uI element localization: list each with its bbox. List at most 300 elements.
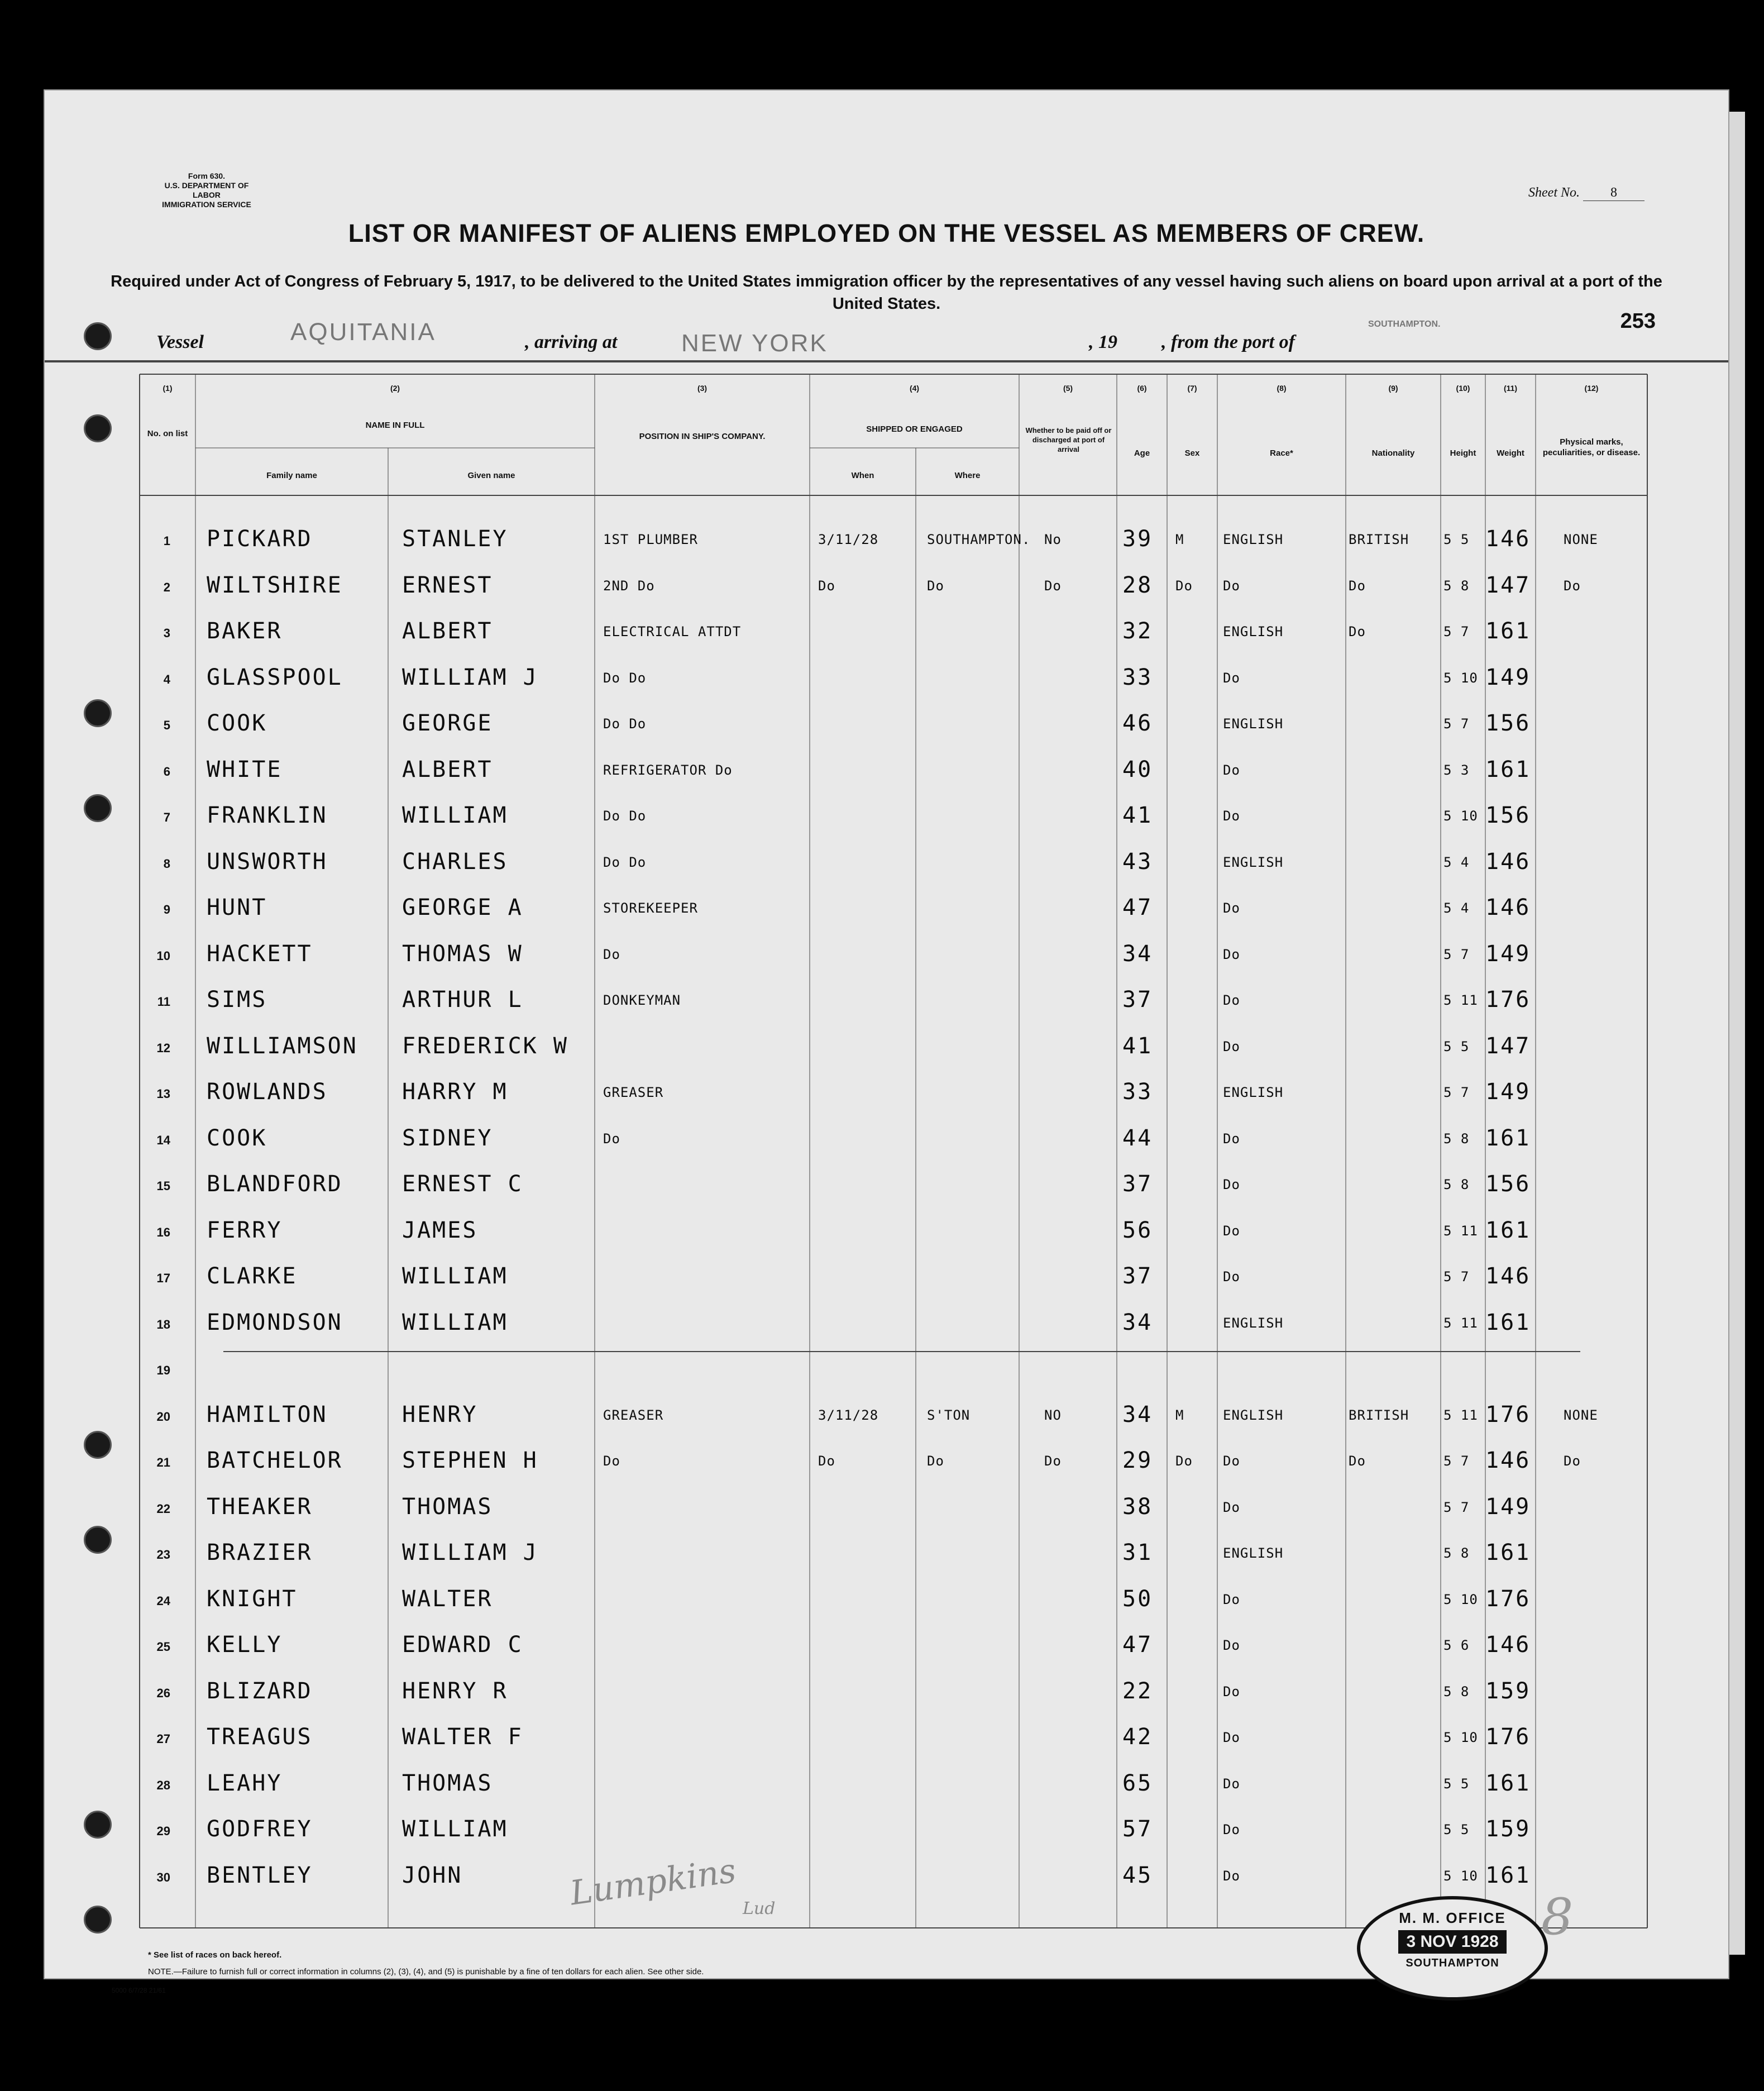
row-age: 38 <box>1122 1493 1153 1520</box>
row-weight: 161 <box>1485 618 1531 644</box>
col-header-race: Race* <box>1270 448 1293 458</box>
row-number: 1 <box>163 534 170 548</box>
signature-note: Lud <box>743 1899 776 1918</box>
row-age: 33 <box>1122 1079 1153 1105</box>
row-race: Do <box>1223 1822 1240 1837</box>
row-weight: 146 <box>1485 895 1531 920</box>
punch-hole-icon <box>84 794 112 822</box>
row-number: 24 <box>156 1593 170 1608</box>
row-family-name: WHITE <box>207 756 283 782</box>
row-given-name: JOHN <box>402 1862 463 1888</box>
row-sex: M <box>1175 532 1184 547</box>
row-family-name: BLIZARD <box>207 1678 313 1704</box>
row-given-name: ALBERT <box>402 756 493 782</box>
row-number: 19 <box>156 1363 170 1377</box>
row-weight: 149 <box>1485 941 1531 967</box>
row-number: 29 <box>156 1824 170 1838</box>
department: U.S. DEPARTMENT OF LABOR <box>164 181 249 199</box>
row-sex: Do <box>1175 1453 1193 1469</box>
row-race: Do <box>1223 1177 1240 1192</box>
row-position: STOREKEEPER <box>603 900 698 916</box>
row-family-name: BENTLEY <box>207 1862 313 1888</box>
col-num-12: (12) <box>1584 384 1599 393</box>
row-age: 33 <box>1122 664 1153 690</box>
row-given-name: ERNEST <box>402 572 493 598</box>
row-sex: M <box>1175 1407 1184 1423</box>
row-age: 37 <box>1122 1171 1153 1197</box>
row-number: 10 <box>156 948 170 963</box>
penalty-footnote: NOTE.—Failure to furnish full or correct information in columns (2), (3), (4), and (5) is punishable by a fine of ten dollars for each alien. See other side. <box>148 1967 704 1977</box>
row-position: 2ND Do <box>603 577 655 594</box>
row-nationality: Do <box>1349 624 1366 639</box>
col-num-1: (1) <box>162 384 173 393</box>
row-number: 3 <box>163 626 170 640</box>
row-age: 44 <box>1122 1125 1153 1151</box>
page-title: LIST OR MANIFEST OF ALIENS EMPLOYED ON THE VESSEL AS MEMBERS OF CREW. <box>348 219 1425 247</box>
row-race: Do <box>1223 992 1240 1008</box>
vessel-name: AQUITANIA <box>290 318 436 346</box>
sheet-edge <box>1727 112 1745 1955</box>
row-race: Do <box>1223 1775 1240 1792</box>
margin-mark: 8 <box>1541 1888 1574 1946</box>
col-header-age: Age <box>1134 448 1150 458</box>
row-age: 34 <box>1122 941 1153 967</box>
row-position: GREASER <box>603 1407 664 1423</box>
row-given-name: EDWARD C <box>402 1632 523 1658</box>
row-race: Do <box>1223 670 1240 686</box>
row-race: Do <box>1223 762 1240 778</box>
row-given-name: WILLIAM J <box>402 664 538 690</box>
row-family-name: KELLY <box>207 1632 283 1658</box>
row-race: ENGLISH <box>1223 1315 1284 1331</box>
col-num-8: (8) <box>1277 384 1287 393</box>
office-stamp <box>1357 1896 1548 2001</box>
col-header-name: NAME IN FULL <box>365 421 425 430</box>
row-paid-off: Do <box>1044 1453 1062 1469</box>
row-where: Do <box>927 1453 944 1469</box>
row-when: 3/11/28 <box>818 532 879 547</box>
row-family-name: SIMS <box>207 987 267 1013</box>
row-sex: Do <box>1175 577 1193 594</box>
row-age: 31 <box>1122 1540 1153 1565</box>
row-race: Do <box>1223 1591 1240 1607</box>
row-number: 5 <box>163 718 170 732</box>
col-header-sex: Sex <box>1184 448 1200 458</box>
row-height: 5 10 <box>1443 670 1478 686</box>
row-height: 5 10 <box>1443 1730 1478 1745</box>
row-weight: 161 <box>1485 1125 1531 1151</box>
row-weight: 156 <box>1485 710 1531 736</box>
row-age: 34 <box>1122 1309 1153 1335</box>
row-race: ENGLISH <box>1223 854 1284 870</box>
row-family-name: COOK <box>207 1125 267 1151</box>
col-header-weight: Weight <box>1497 448 1524 458</box>
row-number: 18 <box>156 1317 170 1331</box>
row-family-name: HAMILTON <box>207 1401 328 1428</box>
row-given-name: HENRY <box>402 1401 478 1428</box>
row-number: 6 <box>163 764 170 779</box>
row-given-name: THOMAS <box>402 1770 493 1796</box>
row-number: 25 <box>156 1640 170 1654</box>
row-family-name: FERRY <box>207 1217 283 1243</box>
row-weight: 147 <box>1485 572 1531 598</box>
row-given-name: HENRY R <box>402 1678 508 1704</box>
row-number: 17 <box>156 1271 170 1285</box>
row-family-name: TREAGUS <box>207 1724 313 1750</box>
service: IMMIGRATION SERVICE <box>162 200 251 209</box>
row-height: 5 3 <box>1443 762 1470 778</box>
row-weight: 161 <box>1485 1862 1531 1888</box>
row-number: 16 <box>156 1225 170 1239</box>
row-weight: 176 <box>1485 1724 1531 1750</box>
row-paid-off: NO <box>1044 1407 1062 1423</box>
row-weight: 159 <box>1485 1816 1531 1842</box>
row-family-name: BATCHELOR <box>207 1448 343 1473</box>
row-height: 5 7 <box>1443 716 1470 732</box>
row-height: 5 6 <box>1443 1638 1470 1653</box>
row-number: 20 <box>156 1409 170 1424</box>
row-age: 45 <box>1122 1862 1153 1888</box>
row-where: S'TON <box>927 1407 971 1423</box>
row-family-name: PICKARD <box>207 526 313 552</box>
row-age: 47 <box>1122 1632 1153 1658</box>
row-race: Do <box>1223 1499 1240 1515</box>
row-weight: 176 <box>1485 987 1531 1013</box>
row-family-name: KNIGHT <box>207 1586 298 1612</box>
col-header-position: POSITION IN SHIP'S COMPANY. <box>639 432 766 441</box>
row-given-name: GEORGE <box>402 710 493 736</box>
row-age: 47 <box>1122 895 1153 920</box>
arriving-label: , arriving at <box>525 332 618 352</box>
row-nationality: BRITISH <box>1349 1407 1409 1423</box>
punch-hole-icon <box>84 1526 112 1554</box>
row-height: 5 10 <box>1443 1868 1478 1884</box>
row-height: 5 7 <box>1443 1269 1470 1285</box>
row-weight: 156 <box>1485 803 1531 828</box>
row-position: Do Do <box>603 670 647 686</box>
row-weight: 149 <box>1485 1493 1531 1520</box>
row-given-name: STEPHEN H <box>402 1448 538 1473</box>
row-when: Do <box>818 577 835 594</box>
row-age: 57 <box>1122 1816 1153 1842</box>
row-age: 43 <box>1122 848 1153 875</box>
row-when: 3/11/28 <box>818 1407 879 1423</box>
row-nationality: BRITISH <box>1349 532 1409 547</box>
row-age: 32 <box>1122 618 1153 644</box>
row-age: 42 <box>1122 1724 1153 1750</box>
row-physical-marks: Do <box>1564 1453 1581 1469</box>
row-height: 5 7 <box>1443 624 1470 639</box>
manifest-sheet <box>44 89 1729 1994</box>
row-number: 27 <box>156 1732 170 1746</box>
row-given-name: JAMES <box>402 1217 478 1243</box>
row-position: DONKEYMAN <box>603 992 681 1008</box>
row-given-name: CHARLES <box>402 848 508 875</box>
row-age: 34 <box>1122 1401 1153 1428</box>
row-family-name: GLASSPOOL <box>207 664 343 690</box>
row-given-name: FREDERICK W <box>402 1033 568 1059</box>
col-num-9: (9) <box>1388 384 1398 393</box>
row-family-name: FRANKLIN <box>207 803 328 828</box>
arriving-port: NEW YORK <box>681 330 828 357</box>
stamp-office: M. M. OFFICE <box>1399 1909 1506 1926</box>
row-weight: 161 <box>1485 1770 1531 1796</box>
col-num-2: (2) <box>390 384 400 393</box>
row-age: 41 <box>1122 803 1153 828</box>
row-physical-marks: NONE <box>1564 532 1598 547</box>
row-height: 5 4 <box>1443 900 1470 916</box>
row-race: Do <box>1223 808 1240 824</box>
row-weight: 161 <box>1485 756 1531 782</box>
row-position: Do <box>603 1453 620 1469</box>
row-number: 22 <box>156 1501 170 1516</box>
row-race: Do <box>1223 1223 1240 1239</box>
vessel-label: Vessel <box>156 332 204 352</box>
row-paid-off: No <box>1044 532 1062 547</box>
row-height: 5 8 <box>1443 1545 1470 1561</box>
row-family-name: HUNT <box>207 895 267 920</box>
row-given-name: THOMAS W <box>402 941 523 967</box>
row-physical-marks: Do <box>1564 577 1581 594</box>
row-family-name: ROWLANDS <box>207 1079 328 1105</box>
row-height: 5 8 <box>1443 1683 1470 1699</box>
col-header-when: When <box>851 471 874 480</box>
row-given-name: GEORGE A <box>402 895 523 920</box>
row-race: ENGLISH <box>1223 1407 1284 1423</box>
col-header-physical: Physical marks, peculiarities, or disease. <box>1542 437 1641 457</box>
row-age: 29 <box>1122 1448 1153 1473</box>
from-port: SOUTHAMPTON. <box>1368 319 1441 329</box>
from-label: , from the port of <box>1161 332 1295 352</box>
row-family-name: BLANDFORD <box>207 1171 343 1197</box>
row-position: REFRIGERATOR Do <box>603 762 733 778</box>
row-age: 22 <box>1122 1678 1153 1704</box>
row-race: ENGLISH <box>1223 716 1284 732</box>
row-height: 5 11 <box>1443 1223 1478 1239</box>
row-when: Do <box>818 1453 835 1469</box>
row-race: ENGLISH <box>1223 1545 1284 1561</box>
col-num-10: (10) <box>1456 384 1470 393</box>
row-race: Do <box>1223 1130 1240 1147</box>
row-age: 37 <box>1122 1263 1153 1289</box>
row-given-name: WALTER <box>402 1586 493 1612</box>
row-number: 30 <box>156 1870 170 1884</box>
punch-hole-icon <box>84 1906 112 1934</box>
form-header <box>151 171 262 209</box>
row-race: ENGLISH <box>1223 1085 1284 1100</box>
punch-hole-icon <box>84 1811 112 1839</box>
punch-hole-icon <box>84 699 112 727</box>
row-race: Do <box>1223 1269 1240 1285</box>
row-race: Do <box>1223 577 1240 594</box>
row-height: 5 7 <box>1443 1499 1470 1515</box>
row-given-name: WILLIAM <box>402 803 508 828</box>
row-race: Do <box>1223 1638 1240 1653</box>
col-num-4: (4) <box>909 384 920 393</box>
row-height: 5 7 <box>1443 1453 1470 1469</box>
row-weight: 146 <box>1485 1448 1531 1473</box>
row-number: 2 <box>163 580 170 594</box>
row-given-name: WILLIAM <box>402 1816 508 1842</box>
row-race: Do <box>1223 946 1240 962</box>
row-family-name: CLARKE <box>207 1263 298 1289</box>
row-height: 5 8 <box>1443 577 1470 594</box>
row-weight: 156 <box>1485 1171 1531 1197</box>
row-nationality: Do <box>1349 1453 1366 1469</box>
row-given-name: HARRY M <box>402 1079 508 1105</box>
row-height: 5 10 <box>1443 1591 1478 1607</box>
row-age: 56 <box>1122 1217 1153 1243</box>
row-weight: 161 <box>1485 1309 1531 1335</box>
row-number: 8 <box>163 856 170 871</box>
row-age: 41 <box>1122 1033 1153 1059</box>
row-weight: 176 <box>1485 1401 1531 1428</box>
row-age: 65 <box>1122 1770 1153 1796</box>
row-height: 5 11 <box>1443 1407 1478 1423</box>
col-num-3: (3) <box>697 384 707 393</box>
row-weight: 146 <box>1485 1632 1531 1658</box>
row-nationality: Do <box>1349 577 1366 594</box>
sheet-number: Sheet No. 8 <box>1528 185 1645 201</box>
row-number: 23 <box>156 1548 170 1562</box>
page-number: 253 <box>1620 309 1656 333</box>
row-age: 46 <box>1122 710 1153 736</box>
row-given-name: STANLEY <box>402 526 508 552</box>
row-given-name: WILLIAM <box>402 1309 508 1335</box>
row-height: 5 10 <box>1443 808 1478 824</box>
row-race: Do <box>1223 1453 1240 1469</box>
row-family-name: UNSWORTH <box>207 848 328 875</box>
col-header-family: Family name <box>266 471 317 480</box>
row-where: SOUTHAMPTON. <box>927 532 1031 547</box>
punch-hole-icon <box>84 414 112 442</box>
col-header-paid: Whether to be paid off or discharged at port of arrival <box>1025 426 1112 453</box>
row-height: 5 7 <box>1443 1085 1470 1100</box>
row-height: 5 5 <box>1443 1775 1470 1792</box>
col-num-11: (11) <box>1503 384 1518 393</box>
row-weight: 161 <box>1485 1217 1531 1243</box>
row-weight: 146 <box>1485 1263 1531 1289</box>
row-weight: 159 <box>1485 1678 1531 1704</box>
col-num-6: (6) <box>1137 384 1147 393</box>
row-race: Do <box>1223 900 1240 916</box>
row-family-name: COOK <box>207 710 267 736</box>
row-height: 5 4 <box>1443 854 1470 870</box>
row-number: 12 <box>156 1040 170 1055</box>
row-age: 37 <box>1122 987 1153 1013</box>
row-weight: 146 <box>1485 526 1531 552</box>
row-given-name: ARTHUR L <box>402 987 523 1013</box>
row-given-name: WILLIAM <box>402 1263 508 1289</box>
row-height: 5 5 <box>1443 1038 1470 1054</box>
signature: Lumpkins <box>567 1851 739 1913</box>
row-weight: 149 <box>1485 1079 1531 1105</box>
row-height: 5 8 <box>1443 1177 1470 1192</box>
form-number: Form 630. <box>188 171 226 180</box>
col-num-5: (5) <box>1063 384 1073 393</box>
col-header-where: Where <box>954 471 981 480</box>
row-weight: 149 <box>1485 664 1531 690</box>
row-given-name: ALBERT <box>402 618 493 644</box>
row-number: 28 <box>156 1778 170 1792</box>
row-family-name: THEAKER <box>207 1493 313 1520</box>
row-position: Do <box>603 946 620 962</box>
row-race: ENGLISH <box>1223 532 1284 547</box>
row-position: Do Do <box>603 716 647 732</box>
races-footnote: * See list of races on back hereof. <box>148 1950 282 1960</box>
row-position: GREASER <box>603 1085 664 1100</box>
col-num-7: (7) <box>1187 384 1197 393</box>
page-subtitle: Required under Act of Congress of February 5, 1917, to be delivered to the United States immigration officer by the representatives of any vessel having such aliens on board upon arrival at a port of the United States. <box>111 273 1662 313</box>
row-race: Do <box>1223 1868 1240 1884</box>
row-height: 5 8 <box>1443 1130 1470 1147</box>
row-given-name: WILLIAM J <box>402 1540 538 1565</box>
row-number: 9 <box>163 903 170 916</box>
row-family-name: BAKER <box>207 618 283 644</box>
row-family-name: WILTSHIRE <box>207 572 343 598</box>
row-family-name: LEAHY <box>207 1770 283 1796</box>
row-height: 5 11 <box>1443 992 1478 1008</box>
row-position: ELECTRICAL ATTDT <box>603 624 742 639</box>
row-given-name: WALTER F <box>402 1724 523 1750</box>
col-header-height: Height <box>1450 448 1476 458</box>
row-weight: 176 <box>1485 1586 1531 1612</box>
row-number: 11 <box>157 995 170 1009</box>
row-given-name: THOMAS <box>402 1493 493 1520</box>
row-position: Do <box>603 1130 620 1147</box>
row-number: 13 <box>156 1087 170 1101</box>
col-header-no: No. on list <box>147 429 188 438</box>
col-header-nationality: Nationality <box>1371 448 1415 458</box>
row-family-name: WILLIAMSON <box>207 1033 358 1059</box>
row-family-name: HACKETT <box>207 941 313 967</box>
row-family-name: GODFREY <box>207 1816 313 1842</box>
row-number: 4 <box>163 672 170 686</box>
row-number: 7 <box>163 810 170 824</box>
row-family-name: BRAZIER <box>207 1540 313 1565</box>
row-where: Do <box>927 577 944 594</box>
stamp-port: SOUTHAMPTON <box>1406 1957 1499 1969</box>
row-number: 21 <box>156 1455 170 1469</box>
stamp-date: 3 NOV 1928 <box>1398 1930 1506 1954</box>
row-age: 39 <box>1122 526 1153 552</box>
col-header-given: Given name <box>467 471 515 480</box>
punch-hole-icon <box>84 322 112 350</box>
row-height: 5 7 <box>1443 946 1470 962</box>
row-given-name: ERNEST C <box>402 1171 523 1197</box>
col-header-shipped: SHIPPED OR ENGAGED <box>866 424 963 434</box>
row-race: Do <box>1223 1683 1240 1699</box>
year-label: , 19 <box>1089 332 1117 352</box>
row-age: 28 <box>1122 572 1153 598</box>
row-weight: 147 <box>1485 1033 1531 1059</box>
row-number: 14 <box>156 1133 170 1147</box>
row-race: Do <box>1223 1038 1240 1054</box>
punch-hole-icon <box>84 1431 112 1459</box>
row-height: 5 5 <box>1443 532 1470 547</box>
row-age: 50 <box>1122 1586 1153 1612</box>
row-given-name: SIDNEY <box>402 1125 493 1151</box>
row-height: 5 5 <box>1443 1822 1470 1837</box>
row-position: 1ST PLUMBER <box>603 532 698 547</box>
row-paid-off: Do <box>1044 577 1062 594</box>
print-code: 5000 6/7/28 21/61 <box>112 1987 166 1994</box>
row-race: ENGLISH <box>1223 624 1284 639</box>
row-physical-marks: NONE <box>1564 1407 1598 1423</box>
row-weight: 146 <box>1485 848 1531 875</box>
row-number: 26 <box>156 1686 170 1700</box>
row-height: 5 11 <box>1443 1315 1478 1331</box>
